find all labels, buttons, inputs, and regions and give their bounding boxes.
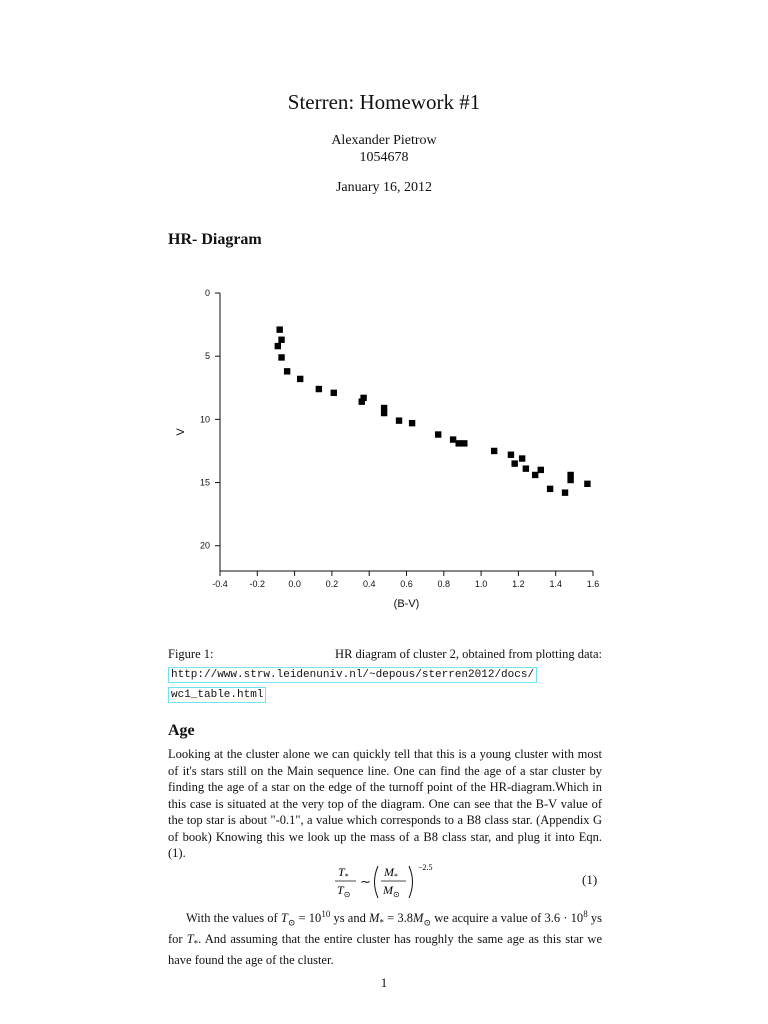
y-tick-label: 10 bbox=[199, 414, 210, 425]
eq-numerator-t-star: $T_*$ bbox=[338, 865, 349, 881]
data-point bbox=[584, 481, 590, 487]
author-name: Alexander Pietrow bbox=[331, 133, 437, 148]
x-tick-label: 0.0 bbox=[288, 579, 301, 589]
hr-diagram-chart bbox=[160, 280, 610, 620]
data-point bbox=[523, 465, 529, 471]
eq-denominator-m-sun: $M_⊙$ bbox=[383, 883, 400, 899]
data-point bbox=[511, 460, 517, 466]
data-point bbox=[275, 343, 281, 349]
eq-left-paren bbox=[375, 866, 379, 898]
y-tick-label: 5 bbox=[204, 351, 210, 362]
x-tick-label: 1.6 bbox=[586, 579, 600, 589]
y-axis-label: V bbox=[175, 428, 187, 436]
x-tick-label: -0.4 bbox=[212, 579, 228, 589]
x-axis-label: (B-V) bbox=[393, 598, 420, 610]
data-point bbox=[284, 368, 290, 374]
chart-axes bbox=[175, 288, 599, 610]
page-number: 1 bbox=[380, 975, 388, 990]
equation-number: (1) bbox=[582, 872, 598, 887]
equation-1 bbox=[330, 862, 450, 902]
data-point bbox=[567, 477, 573, 483]
data-point bbox=[278, 337, 284, 343]
x-tick-label: 0.4 bbox=[362, 579, 376, 589]
result-paragraph: With the values of $T_⊙ = 10^{10}$ ys and $M_* = 3.8M_⊙$ we acquire a value of $3.6 \cdot 10^8$ ys for $T_*$. And assuming that the entire cluster has roughly the same age as this star we have found the age of the cluster. bbox=[168, 909, 602, 968]
x-tick-label: 1.2 bbox=[512, 579, 525, 589]
eq-sim-symbol: ∼ bbox=[360, 874, 371, 889]
eq-denominator-t-sun: $T_⊙$ bbox=[337, 883, 351, 899]
data-url-link-line2[interactable]: wc1_table.html bbox=[168, 687, 266, 703]
data-point bbox=[538, 467, 544, 473]
data-point bbox=[547, 486, 553, 492]
data-point bbox=[276, 326, 282, 332]
data-point bbox=[562, 489, 568, 495]
student-id: 1054678 bbox=[359, 150, 409, 165]
data-point bbox=[450, 436, 456, 442]
eq-exponent: −2.5 bbox=[418, 863, 433, 872]
figure-label: Figure 1: bbox=[168, 647, 214, 661]
x-tick-label: -0.2 bbox=[249, 579, 266, 589]
age-paragraph: Looking at the cluster alone we can quickly tell that this is a young cluster with most of it's stars still on the Main sequence line. One can find the age of a star cluster by finding the age of a star on the edge of the turnoff point of the HR-diagram.Which in this case is situated at the very top of the diagram. One can see that the B-V value of the top star is about "-0.1", a value which corresponds to a B8 class star. (Appendix G of book) Knowing this we look up the mass of a B8 class star, and plug it into Eqn. (1). bbox=[168, 747, 602, 860]
figure-caption bbox=[168, 645, 602, 703]
x-tick-label: 1.0 bbox=[474, 579, 488, 589]
eq-right-paren bbox=[409, 866, 413, 898]
data-point bbox=[461, 440, 467, 446]
x-tick-label: 0.8 bbox=[437, 579, 451, 589]
y-tick-label: 20 bbox=[199, 540, 210, 551]
eq-numerator-m-star: $M_*$ bbox=[384, 865, 398, 881]
data-point bbox=[297, 376, 303, 382]
chart-points bbox=[275, 326, 591, 495]
data-point bbox=[409, 420, 415, 426]
x-tick-label: 0.2 bbox=[325, 579, 339, 589]
data-point bbox=[519, 455, 525, 461]
data-url-link-line1[interactable]: http://www.strw.leidenuniv.nl/~depous/sterren2012/docs/ bbox=[168, 667, 537, 683]
data-point bbox=[381, 410, 387, 416]
data-point bbox=[456, 440, 462, 446]
y-tick-label: 0 bbox=[204, 288, 210, 298]
data-point bbox=[532, 472, 538, 478]
data-point bbox=[435, 431, 441, 437]
section-heading-age: Age bbox=[168, 722, 195, 739]
data-point bbox=[508, 452, 514, 458]
x-tick-label: 0.6 bbox=[400, 579, 413, 589]
y-tick-label: 15 bbox=[199, 477, 210, 488]
data-point bbox=[396, 417, 402, 423]
data-point bbox=[491, 448, 497, 454]
figure-caption-text: HR diagram of cluster 2, obtained from plotting data: bbox=[335, 647, 602, 661]
data-point bbox=[331, 390, 337, 396]
section-heading-hr-diagram: HR- Diagram bbox=[168, 231, 262, 248]
document-date: January 16, 2012 bbox=[335, 180, 433, 195]
data-point bbox=[360, 395, 366, 401]
data-point bbox=[278, 354, 284, 360]
x-tick-label: 1.4 bbox=[549, 579, 562, 589]
document-title: Sterren: Homework #1 bbox=[287, 90, 481, 114]
data-point bbox=[316, 386, 322, 392]
